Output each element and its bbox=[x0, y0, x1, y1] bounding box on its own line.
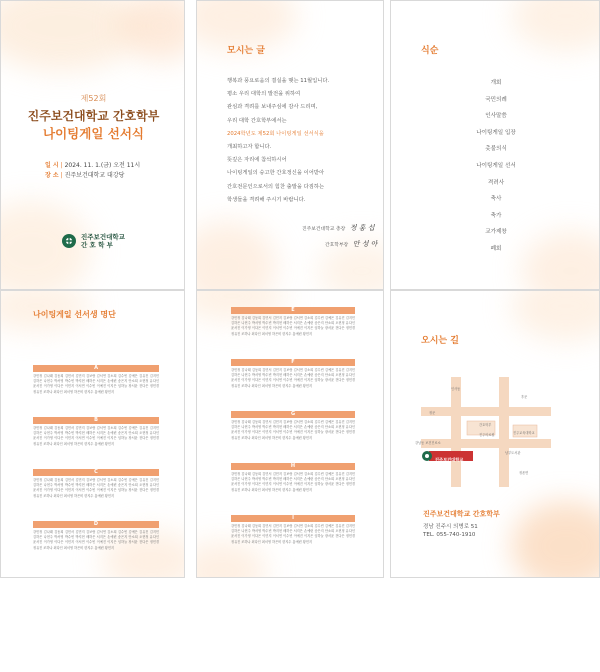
roster-group-names: 강민정 김나래 김동희 김민서 김민지 김보람 김서연 김소희 김수빈 김예은 김유진 김지민 김하은 나현주 박서영 박수빈 박지현 배하은 서지은 손예린 송은지 안소희 오현정 유다인 윤서진 이가영 이다은 이민지 이서연 이수빈 이예진 이지은 임하늘 장서윤 전다은 정민경 정유진 조하나 최다인 최서영 하은비 한지수 홍예린 황민지 bbox=[231, 472, 355, 492]
map-label: 정문 bbox=[429, 411, 436, 415]
ceremony-item: 교가제창 bbox=[485, 229, 507, 236]
greeting-line: 학생들을 격려해 주시기 바랍니다. bbox=[227, 196, 306, 203]
map-label: 간호학부 bbox=[479, 423, 492, 427]
roster-group-badge: F bbox=[231, 359, 355, 366]
ceremony-item: 국민의례 bbox=[485, 96, 507, 103]
location-heading: 오시는 길 bbox=[421, 336, 459, 346]
roster-group-names: 강민정 김나래 김동희 김민서 김민지 김보람 김서연 김소희 김수빈 김예은 김유진 김지민 김하은 나현주 박서영 박수빈 박지현 배하은 서지은 손예린 송은지 안소희 오현정 유다인 윤서진 이가영 이다은 이민지 이서연 이수빈 이예진 이지은 임하늘 장서윤 전다은 정민경 정유진 조하나 최다인 최서영 하은비 한지수 홍예린 황민지 bbox=[33, 530, 159, 550]
greeting-line: 우리 대학 간호학부에서는 bbox=[227, 117, 287, 124]
roster-heading: 나이팅게일 선서생 명단 bbox=[33, 310, 116, 319]
roster-group-badge: I bbox=[231, 515, 355, 522]
greeting-line: 간호전문인으로서의 힘찬 출발을 다짐하는 bbox=[227, 183, 325, 190]
roster-group-badge: A bbox=[33, 365, 159, 372]
ceremony-list bbox=[391, 75, 600, 258]
cover-edition: 제52회 bbox=[80, 94, 107, 103]
greeting-heading: 모시는 글 bbox=[227, 46, 265, 56]
signature-1 bbox=[302, 223, 375, 233]
roster-panel-left bbox=[0, 290, 185, 578]
location-school: 진주보건대학교 간호학부 bbox=[423, 510, 500, 518]
ceremony-item: 축사 bbox=[490, 196, 502, 203]
greeting-line: 뜻깊은 자리에 참석하시어 bbox=[227, 157, 287, 164]
map-label: 후문 bbox=[521, 395, 528, 399]
sign-1-label: 진주보건대학교 총장 bbox=[302, 227, 346, 232]
logo-line-1: 진주보건대학교 bbox=[81, 233, 125, 241]
place-value: 진주보건대학교 대강당 bbox=[64, 172, 125, 179]
location-address: 경남 진주시 의병로 51 bbox=[423, 524, 478, 530]
roster-group-badge: E bbox=[231, 307, 355, 314]
location-panel bbox=[390, 290, 600, 578]
sign-2-name: 안 성 아 bbox=[352, 240, 378, 248]
ceremony-item: 격려사 bbox=[487, 179, 505, 186]
ceremony-item: 축가 bbox=[490, 212, 502, 219]
ceremony-item: 촛불의식 bbox=[485, 146, 507, 153]
ceremony-panel bbox=[390, 0, 600, 290]
roster-group-names: 강민정 김나래 김동희 김민서 김민지 김보람 김서연 김소희 김수빈 김예은 김유진 김지민 김하은 나현주 박서영 박수빈 박지현 배하은 서지은 손예린 송은지 안소희 오현정 유다인 윤서진 이가영 이다은 이민지 이서연 이수빈 이예진 이지은 임하늘 장서윤 전다은 정민경 정유진 조하나 최다인 최서영 하은비 한지수 홍예린 황민지 bbox=[33, 478, 159, 498]
roster-group-badge: D bbox=[33, 521, 159, 528]
date-label: 일 시 bbox=[45, 162, 59, 169]
map-label: 정촌면 bbox=[519, 471, 529, 475]
greeting-body bbox=[227, 75, 377, 207]
roster-panel-right bbox=[196, 290, 384, 578]
roster-group-names: 강민정 김나래 김동희 김민서 김민지 김보람 김서연 김소희 김수빈 김예은 김유진 김지민 김하은 나현주 박서영 박수빈 박지현 배하은 서지은 손예린 송은지 안소희 오현정 유다인 윤서진 이가영 이다은 이민지 이서연 이수빈 이예진 이지은 임하늘 장서윤 전다은 정민경 정유진 조하나 최다인 최서영 하은비 한지수 홍예린 황민지 bbox=[231, 368, 355, 388]
greeting-line: 행복과 풍요로움의 결실을 맺는 11월입니다. bbox=[227, 78, 330, 84]
ceremony-item: 나이팅게일 선서 bbox=[476, 162, 516, 169]
sign-1-name: 정 홍 섭 bbox=[349, 224, 375, 232]
place-label: 장 소 bbox=[45, 172, 59, 179]
roster-group-badge: B bbox=[33, 417, 159, 424]
greeting-line: 나이팅게일의 숭고한 간호정신을 이어받아 bbox=[227, 170, 325, 177]
roster-group-badge: G bbox=[231, 411, 355, 418]
location-tel: TEL. 055-740-1910 bbox=[423, 532, 476, 538]
map-label: 인사동 bbox=[451, 387, 461, 391]
roster-group-names: 강민정 김나래 김동희 김민서 김민지 김보람 김서연 김소희 김수빈 김예은 김유진 김지민 김하은 나현주 박서영 박수빈 박지현 배하은 서지은 손예린 송은지 안소희 오현정 유다인 윤서진 이가영 이다은 이민지 이서연 이수빈 이예진 이지은 임하늘 장서윤 전다은 정민경 정유진 조하나 최다인 최서영 하은비 한지수 홍예린 황민지 bbox=[33, 374, 159, 394]
map-label: 진주의료원 bbox=[479, 433, 495, 437]
map-school-label: 진주보건대학교 bbox=[435, 457, 464, 462]
ceremony-item: 인사말씀 bbox=[485, 113, 507, 120]
roster-group-names: 강민정 김나래 김동희 김민서 김민지 김보람 김서연 김소희 김수빈 김예은 김유진 김지민 김하은 나현주 박서영 박수빈 박지현 배하은 서지은 손예린 송은지 안소희 오현정 유다인 윤서진 이가영 이다은 이민지 이서연 이수빈 이예진 이지은 임하늘 장서윤 전다은 정민경 정유진 조하나 최다인 최서영 하은비 한지수 홍예린 황민지 bbox=[231, 316, 355, 336]
logo-line-2: 간 호 학 부 bbox=[81, 241, 113, 249]
ceremony-item: 폐회 bbox=[490, 245, 502, 252]
greeting-panel bbox=[196, 0, 384, 290]
roster-group-names: 강민정 김나래 김동희 김민서 김민지 김보람 김서연 김소희 김수빈 김예은 김유진 김지민 김하은 나현주 박서영 박수빈 박지현 배하은 서지은 손예린 송은지 안소희 오현정 유다인 윤서진 이가영 이다은 이민지 이서연 이수빈 이예진 이지은 임하늘 장서윤 전다은 정민경 정유진 조하나 최다인 최서영 하은비 한지수 홍예린 황민지 bbox=[231, 420, 355, 440]
cover-title-1: 진주보건대학교 간호학부 bbox=[27, 109, 160, 123]
greeting-line: 2024학년도 제52회 나이팅게일 선서식을 bbox=[227, 130, 324, 137]
cover-logo bbox=[61, 233, 125, 249]
sign-2-label: 간호학부장 bbox=[325, 243, 349, 248]
map-label: 진주교육대학교 bbox=[513, 431, 535, 435]
greeting-line: 개최하고자 합니다. bbox=[227, 144, 272, 151]
roster-group-names: 강민정 김나래 김동희 김민서 김민지 김보람 김서연 김소희 김수빈 김예은 김유진 김지민 김하은 나현주 박서영 박수빈 박지현 배하은 서지은 손예린 송은지 안소희 오현정 유다인 윤서진 이가영 이다은 이민지 이서연 이수빈 이예진 이지은 임하늘 장서윤 전다은 정민경 정유진 조하나 최다인 최서영 하은비 한지수 홍예린 황민지 bbox=[231, 524, 355, 544]
map-label: 남부도서관 bbox=[505, 451, 521, 455]
ceremony-item: 개회 bbox=[490, 80, 502, 86]
roster-group-badge: C bbox=[33, 469, 159, 476]
cover-details: 일 시 | 2024. 11. 1.(금) 오전 11시 장 소 | 진주보건대학교 대강당 bbox=[45, 162, 141, 179]
roster-group-badge: H bbox=[231, 463, 355, 470]
greeting-line: 평소 우리 대학의 발전을 위하여 bbox=[227, 91, 301, 98]
greeting-line: 관심과 격려를 보내주심에 감사 드리며, bbox=[227, 104, 318, 111]
signature-2 bbox=[325, 239, 377, 249]
ceremony-heading: 식순 bbox=[421, 46, 439, 56]
ceremony-item: 나이팅게일 입장 bbox=[476, 129, 516, 136]
date-value: 2024. 11. 1.(금) 오전 11시 bbox=[64, 162, 141, 169]
school-emblem-icon bbox=[61, 233, 77, 249]
roster-group-names: 강민정 김나래 김동희 김민서 김민지 김보람 김서연 김소희 김수빈 김예은 김유진 김지민 김하은 나현주 박서영 박수빈 박지현 배하은 서지은 손예린 송은지 안소희 오현정 유다인 윤서진 이가영 이다은 이민지 이서연 이수빈 이예진 이지은 임하늘 장서윤 전다은 정민경 정유진 조하나 최다인 최서영 하은비 한지수 홍예린 황민지 bbox=[33, 426, 159, 446]
map-label: 강남동 보건진료소 bbox=[415, 441, 441, 445]
cover-title-2: 나이팅게일 선서식 bbox=[43, 126, 144, 141]
cover-panel bbox=[0, 0, 185, 290]
